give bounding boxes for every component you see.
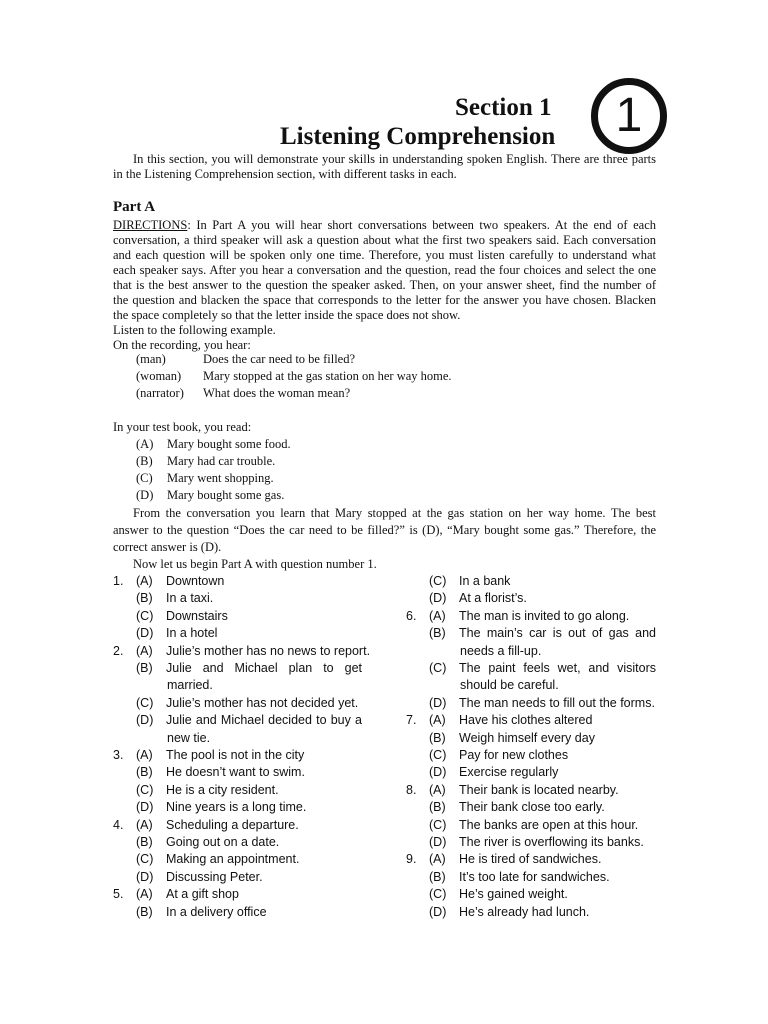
example-choice-letter: (C) [136,471,153,485]
choice-letter: (A) [136,574,153,588]
choice-text: He is tired of sandwiches. [459,852,602,867]
recording-instruction: On the recording, you hear: [113,338,251,352]
intro-line: in the Listening Comprehension section, with different tasks in each. [113,167,457,181]
directions-line: conversation, a third speaker will ask a question about what the first two speakers said. Each conversation [113,233,656,247]
choice-letter: (D) [136,626,154,641]
choice-text: needs a fill-up. [460,643,542,658]
dialogue-speaker: (woman) [136,369,182,383]
choice-text: The man is invited to go along. [459,608,630,623]
example-choice-letter: (D) [136,488,154,502]
question-number: 2. [113,643,124,658]
choice-text: Have his clothes altered [459,713,593,728]
choice-text: Downstairs [166,608,228,623]
choice-letter: (B) [136,591,153,606]
choice-text: In a bank [459,574,511,588]
choice-letter: (A) [136,748,153,762]
choice-letter: (B) [429,626,446,641]
listen-instruction: Listen to the following example. [113,323,276,337]
choice-letter: (C) [429,817,447,832]
question-number: 9. [406,852,417,867]
directions-text: : In Part A you will hear short conversations between two speakers. At the end of each [187,218,656,232]
question-number: 3. [113,748,124,762]
choice-letter: (B) [429,869,446,884]
explanation-paragraph [113,505,656,573]
choice-text: It’s too late for sandwiches. [459,869,610,884]
choice-letter: (C) [136,695,154,710]
choice-letter: (C) [136,608,154,623]
example-choice-text: Mary went shopping. [167,471,274,485]
choice-text: In a delivery office [166,904,267,919]
choice-text: He is a city resident. [166,782,279,797]
question-number: 7. [406,713,417,728]
choice-text: The river is overflowing its banks. [459,835,644,849]
dialogue-line: Does the car need to be filled? [203,352,356,366]
choice-text: He doesn’t want to swim. [166,765,305,780]
choice-text: new tie. [167,730,211,745]
question-number: 8. [406,782,417,797]
choice-letter: (A) [136,887,153,902]
explanation-line: correct answer is (D). [113,540,222,554]
choice-letter: (B) [136,661,153,675]
choice-letter: (C) [429,748,447,762]
choice-text: Julie’s mother has not decided yet. [166,695,359,710]
choice-text: Nine years is a long time. [166,800,307,815]
choice-text: Julie and Michael plan to get [166,661,362,675]
choice-text: Julie’s mother has no news to report. [166,643,371,658]
choice-text: married. [167,678,213,693]
question-number: 6. [406,608,417,623]
choice-letter: (C) [429,574,447,588]
choice-letter: (D) [429,695,447,710]
choice-letter: (D) [429,835,447,849]
choice-letter: (A) [136,817,153,832]
choice-text: He’s already had lunch. [459,904,590,919]
question-number: 5. [113,887,124,902]
directions-line: the question and blacken the space that corresponds to the letter for the answer you have chosen. Blacken [113,293,656,307]
directions-line: the space completely so that the letter inside the space does not show. [113,308,461,322]
choice-text: Pay for new clothes [459,748,569,762]
question-number: 4. [113,817,124,832]
choice-letter: (A) [429,608,446,623]
choice-text: Making an appointment. [166,852,300,867]
intro-paragraph [113,152,656,182]
choice-letter: (D) [136,869,154,884]
choice-letter: (B) [429,800,446,815]
choice-letter: (C) [136,782,154,797]
choice-text: Scheduling a departure. [166,817,299,832]
choice-letter: (D) [429,904,447,919]
choice-text: Weigh himself every day [459,730,595,745]
begin-instruction: Now let us begin Part A with question number 1. [133,557,377,571]
directions-line: that is the best answer to the question the speaker asked. Then, on your answer sheet, find the number of [113,278,656,292]
dialogue-line: Mary stopped at the gas station on her way home. [203,369,452,383]
test-book-instruction: In your test book, you read: [113,420,252,434]
dialogue-speaker: (narrator) [136,386,184,400]
choice-text: Their bank is located nearby. [459,782,619,797]
choice-text: Their bank close too early. [459,800,605,815]
choice-text: The paint feels wet, and visitors [459,661,656,675]
section-number-badge: 1 [591,78,667,154]
choice-text: At a gift shop [166,887,239,902]
choice-letter: (D) [136,713,154,728]
explanation-line: answer to the question “Does the car need to be filled?” is (D), “Mary bought some gas.” Therefore, the [113,523,656,537]
choice-letter: (A) [429,852,446,867]
directions-line [113,218,656,233]
choice-letter: (C) [429,887,447,902]
choice-text: The main’s car is out of gas and [459,626,656,641]
choice-text: In a hotel [166,626,218,641]
choice-text: The banks are open at this hour. [459,817,639,832]
example-choice-letter: (A) [136,437,154,451]
dialogue-speaker: (man) [136,352,166,366]
choice-text: He’s gained weight. [459,887,568,902]
choice-letter: (C) [429,661,447,675]
choice-letter: (B) [136,765,153,780]
choice-text: At a florist’s. [459,591,527,606]
section-title: Section 1 [455,94,552,121]
choice-text: The man needs to fill out the forms. [459,695,655,710]
choice-letter: (D) [429,591,447,606]
choice-letter: (B) [136,835,153,849]
directions-line: and each question will be spoken only one time. Therefore, you must listen carefully to understand what [113,248,656,262]
choice-letter: (B) [429,730,446,745]
choice-letter: (D) [429,765,447,780]
directions-line: each speaker says. After you hear a conversation and the question, read the four choices and select the one [113,263,656,277]
example-choice-text: Mary bought some food. [167,437,291,451]
choice-text: The pool is not in the city [166,748,305,762]
explanation-line: From the conversation you learn that Mary stopped at the gas station on her way home. The best [133,506,656,520]
choice-text: Julie and Michael decided to buy a [166,713,362,728]
choice-letter: (A) [429,782,446,797]
choice-text: Downtown [166,574,225,588]
choice-letter: (C) [136,852,154,867]
intro-line: In this section, you will demonstrate your skills in understanding spoken English. There are three parts [133,152,656,166]
directions-label: DIRECTIONS [113,218,188,232]
example-choice-text: Mary bought some gas. [167,488,285,502]
choice-text: Discussing Peter. [166,869,263,884]
choice-text: should be careful. [460,678,559,693]
question-number: 1. [113,574,124,588]
choice-letter: (B) [136,904,153,919]
choice-text: Going out on a date. [166,835,280,849]
choice-text: In a taxi. [166,591,214,606]
part-a-heading: Part A [113,199,156,215]
choice-letter: (A) [429,713,446,728]
choice-letter: (A) [136,643,153,658]
example-choice-letter: (B) [136,454,153,468]
example-choice-text: Mary had car trouble. [167,454,276,468]
choice-letter: (D) [136,800,154,815]
dialogue-line: What does the woman mean? [203,386,351,400]
directions-paragraph [113,218,656,353]
page-title: Listening Comprehension [280,123,556,150]
choice-text: Exercise regularly [459,765,559,780]
